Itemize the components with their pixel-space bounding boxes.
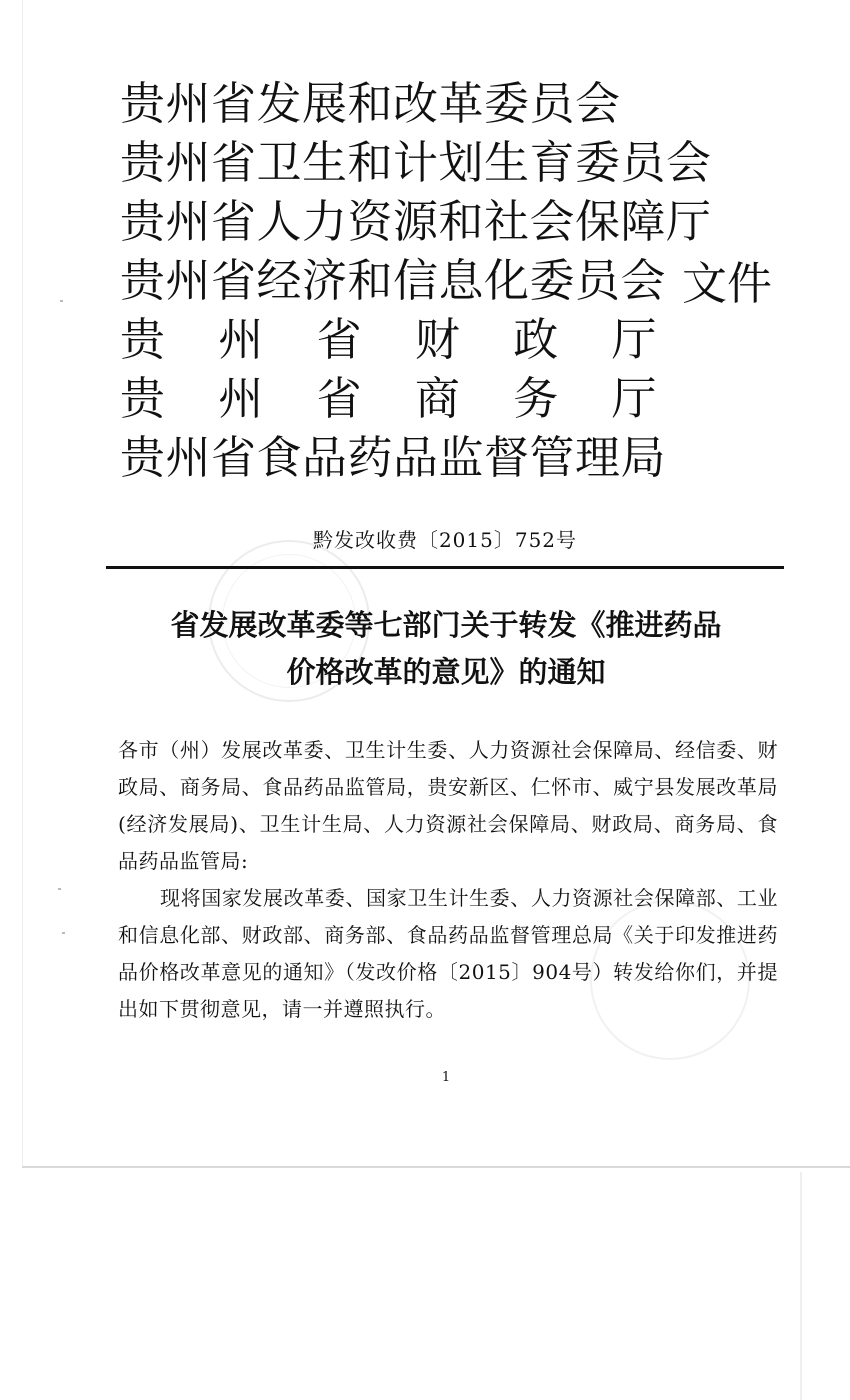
issuer-commerce-char: 州 bbox=[218, 372, 264, 425]
scan-speck bbox=[58, 888, 61, 890]
issuer-finance-char: 贵 bbox=[120, 313, 166, 366]
title-line-2: 价格改革的意见》的通知 bbox=[286, 655, 606, 689]
issuer-commerce-char: 贵 bbox=[120, 372, 166, 425]
issuer-finance bbox=[120, 310, 657, 369]
issuer-finance-char: 州 bbox=[218, 313, 264, 366]
issuer-finance-char: 政 bbox=[513, 313, 559, 366]
document-body bbox=[118, 732, 778, 1028]
document-number: 黔发改收费〔2015〕752号 bbox=[312, 528, 578, 552]
issuer-food-drug: 贵州省食品药品监督管理局 bbox=[120, 431, 667, 484]
page-number: 1 bbox=[441, 1070, 451, 1085]
issuer-development-reform: 贵州省发展和改革委员会 bbox=[120, 77, 621, 130]
issuer-commerce-char: 务 bbox=[513, 372, 559, 425]
scan-edge bbox=[22, 0, 23, 1166]
scan-speck bbox=[60, 300, 63, 302]
issuer-human-resources: 贵州省人力资源和社会保障厅 bbox=[120, 195, 712, 248]
issuer-finance-char: 厅 bbox=[611, 313, 657, 366]
scan-speck bbox=[62, 932, 65, 934]
header-separator-line bbox=[106, 566, 784, 569]
scan-edge-strip bbox=[800, 1172, 802, 1400]
issuer-commerce-char: 省 bbox=[316, 372, 363, 425]
title-line-1: 省发展改革委等七部门关于转发《推进药品 bbox=[170, 608, 722, 642]
issuer-commerce-char: 商 bbox=[414, 372, 461, 425]
body-paragraph: 现将国家发展改革委、国家卫生计生委、人力资源社会保障部、工业和信息化部、财政部、商务部、食品药品监督管理总局《关于印发推进药品价格改革意见的通知》（发改价格〔2015〕904号）转发给你们，并提出如下贯彻意见，请一并遵照执行。 bbox=[118, 886, 778, 1021]
issuing-authorities bbox=[120, 74, 712, 487]
document-suffix: 文件 bbox=[682, 257, 773, 310]
issuer-commerce-char: 厅 bbox=[611, 372, 657, 425]
issuer-finance-char: 省 bbox=[316, 313, 363, 366]
issuer-health-family-planning: 贵州省卫生和计划生育委员会 bbox=[120, 136, 712, 189]
issuer-finance-char: 财 bbox=[414, 313, 461, 366]
document-title bbox=[110, 602, 782, 696]
addressee-paragraph: 各市（州）发展改革委、卫生计生委、人力资源社会保障局、经信委、财政局、商务局、食品药品监管局，贵安新区、仁怀市、威宁县发展改革局(经济发展局)、卫生计生局、人力资源社会保障局、财政局、商务局、食品药品监管局: bbox=[118, 738, 778, 873]
issuer-economy-information: 贵州省经济和信息化委员会 bbox=[120, 254, 667, 307]
issuer-commerce bbox=[120, 369, 657, 428]
